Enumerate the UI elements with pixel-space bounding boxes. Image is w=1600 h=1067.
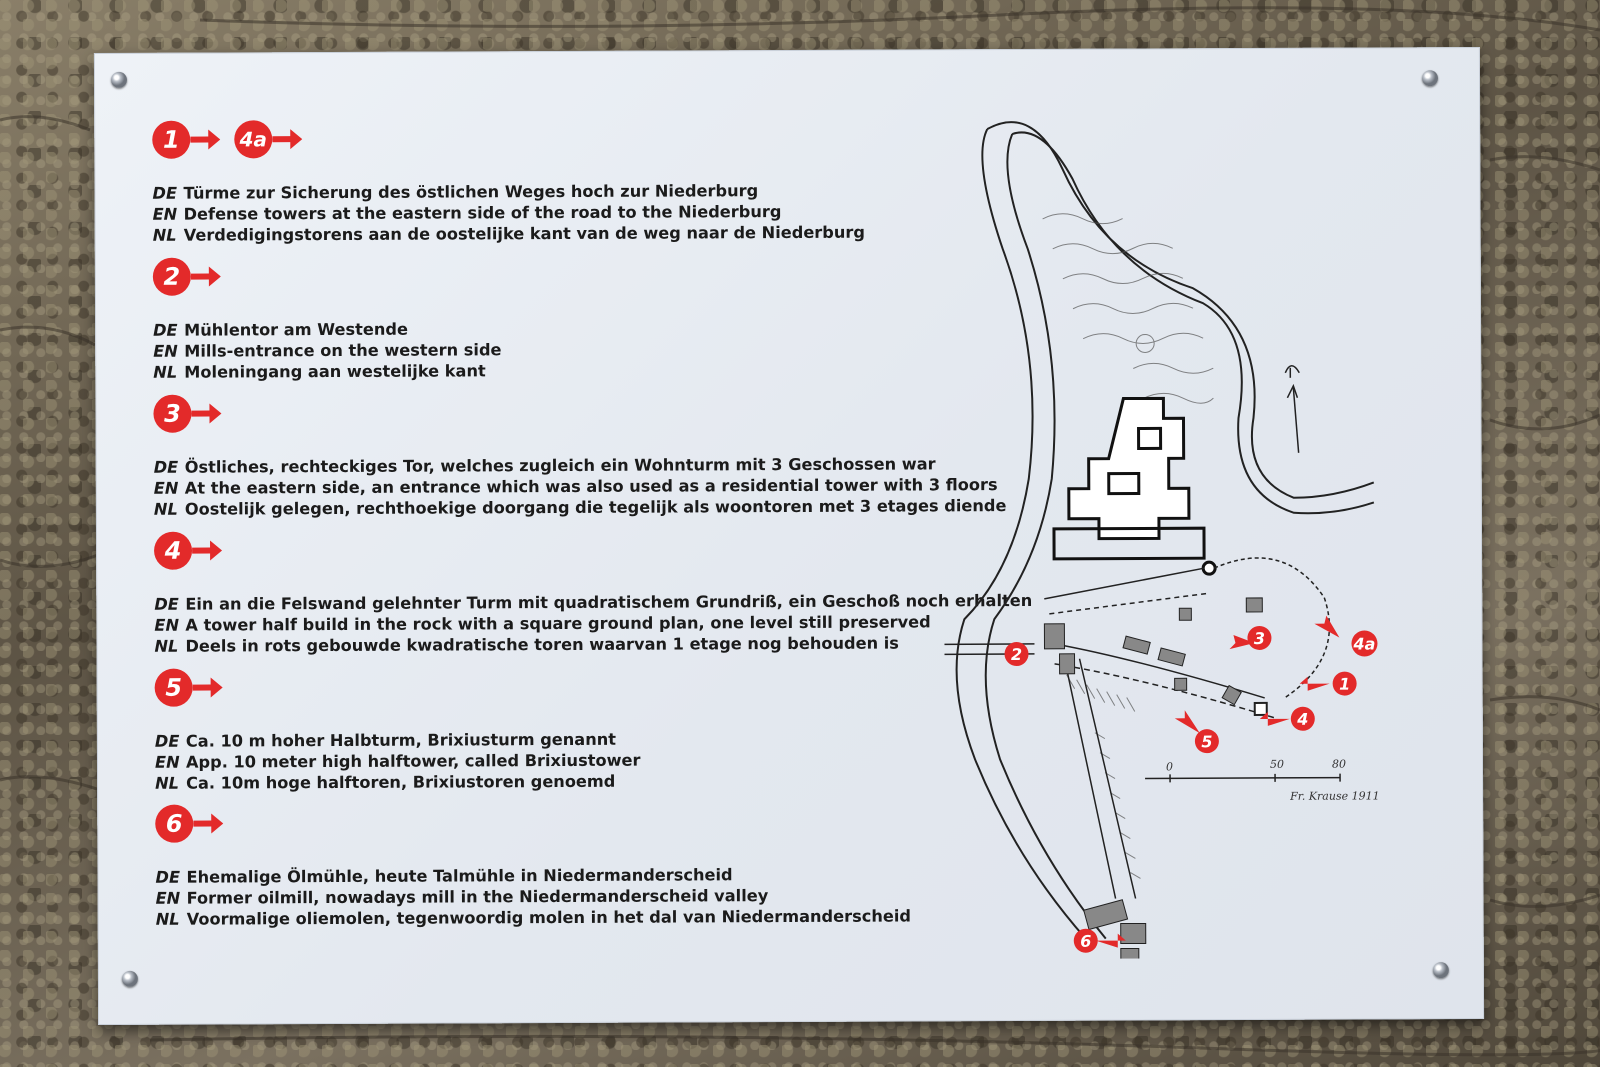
badge-4a: 4a <box>234 120 302 158</box>
text-de: DE Mühlentor am Westende <box>153 319 408 340</box>
text-en: EN Defense towers at the eastern side of the road to the Niederburg <box>152 202 782 224</box>
text-en: EN Former oilmill, nowadays mill in the Niedermanderscheid valley <box>155 886 769 908</box>
information-sign <box>94 47 1484 1025</box>
text-nl: NL Verdedigingstorens aan de oostelijke kant van de weg naar de Niederburg <box>152 222 865 245</box>
scale-label-50: 50 <box>1269 757 1285 771</box>
river-bank-outer <box>954 129 1086 940</box>
screw-top-right <box>1422 70 1438 86</box>
svg-text:4: 4 <box>1297 709 1309 729</box>
arrow-right-icon <box>193 677 223 697</box>
text-en: EN Mills-entrance on the western side <box>153 340 502 361</box>
legend-entry-1-4a <box>152 116 865 246</box>
badge-5: 5 <box>155 668 223 706</box>
legend-entry-6 <box>155 799 911 929</box>
svg-text:4a: 4a <box>1353 634 1376 654</box>
map-marker-5 <box>1175 710 1219 753</box>
text-nl: NL Oostelijk gelegen, rechthoekige doorgang die tegelijk als woontoren met 3 etages diende <box>153 496 1007 519</box>
map-marker-4 <box>1260 707 1315 731</box>
badge-6: 6 <box>155 804 223 842</box>
svg-text:3: 3 <box>1253 628 1266 648</box>
arrow-right-icon <box>272 129 302 149</box>
screw-bottom-left <box>122 971 138 987</box>
arrow-right-icon <box>191 403 221 423</box>
badge-3: 3 <box>153 394 221 432</box>
legend-entry-4 <box>154 526 1032 657</box>
screw-top-left <box>111 72 127 88</box>
badge-2: 2 <box>153 257 221 295</box>
castle-site-map <box>932 97 1396 959</box>
arrow-right-icon <box>193 813 223 833</box>
arrow-right-icon <box>190 129 220 149</box>
scale-bar <box>1145 774 1340 783</box>
svg-text:6: 6 <box>1080 931 1092 951</box>
svg-text:2: 2 <box>1010 644 1023 665</box>
text-nl: NL Voormalige oliemolen, tegenwoordig molen in het dal van Niedermanderscheid <box>155 906 911 929</box>
legend-entry-5 <box>155 665 641 794</box>
text-en: EN App. 10 meter high halftower, called Brixiustower <box>154 750 641 772</box>
badge-1: 1 <box>152 120 220 158</box>
legend-entry-2 <box>153 254 502 383</box>
north-arrow-icon <box>1285 366 1299 453</box>
text-de: DE Ehemalige Ölmühle, heute Talmühle in Niedermanderscheid <box>155 865 733 887</box>
badge-4: 4 <box>154 531 222 569</box>
text-de: DE Ca. 10 m hoher Halbturm, Brixiusturm genannt <box>154 729 617 751</box>
map-marker-4a <box>1314 615 1377 656</box>
svg-text:5: 5 <box>1201 732 1213 752</box>
screw-bottom-right <box>1433 962 1449 978</box>
text-nl: NL Moleningang aan westelijke kant <box>153 361 486 382</box>
text-de: DE Östliches, rechteckiges Tor, welches zugleich ein Wohnturm mit 3 Geschossen war <box>153 454 936 477</box>
arrow-right-icon <box>191 266 221 286</box>
legend-entry-3 <box>153 389 1006 520</box>
hill-hatching <box>1043 213 1216 879</box>
map-signature: Fr. Krause 1911 <box>1290 789 1380 803</box>
arrow-right-icon <box>192 540 222 560</box>
text-en: EN At the eastern side, an entrance which was also used as a residential tower with 3 floors <box>153 475 998 498</box>
map-marker-1 <box>1300 672 1357 696</box>
map-marker-2 <box>1004 642 1028 666</box>
map-marker-3 <box>1229 626 1271 650</box>
scale-label-80: 80 <box>1331 757 1347 771</box>
river-top-inner <box>1012 131 1374 515</box>
scale-label-0: 0 <box>1165 760 1174 774</box>
text-en: EN A tower half build in the rock with a square ground plan, one level still preserved <box>154 612 931 635</box>
text-nl: NL Ca. 10m hoge halftoren, Brixiustoren genoemd <box>155 771 616 793</box>
svg-text:1: 1 <box>1339 674 1351 694</box>
text-de: DE Ein an die Felswand gelehnter Turm mit quadratischem Grundriß, ein Geschoß noch erhalten <box>154 590 1033 614</box>
castle-ruins <box>1053 398 1215 575</box>
text-de: DE Türme zur Sicherung des östlichen Weges hoch zur Niederburg <box>152 181 759 203</box>
text-nl: NL Deels in rots gebouwde kwadratische toren waarvan 1 etage nog behouden is <box>154 633 899 656</box>
